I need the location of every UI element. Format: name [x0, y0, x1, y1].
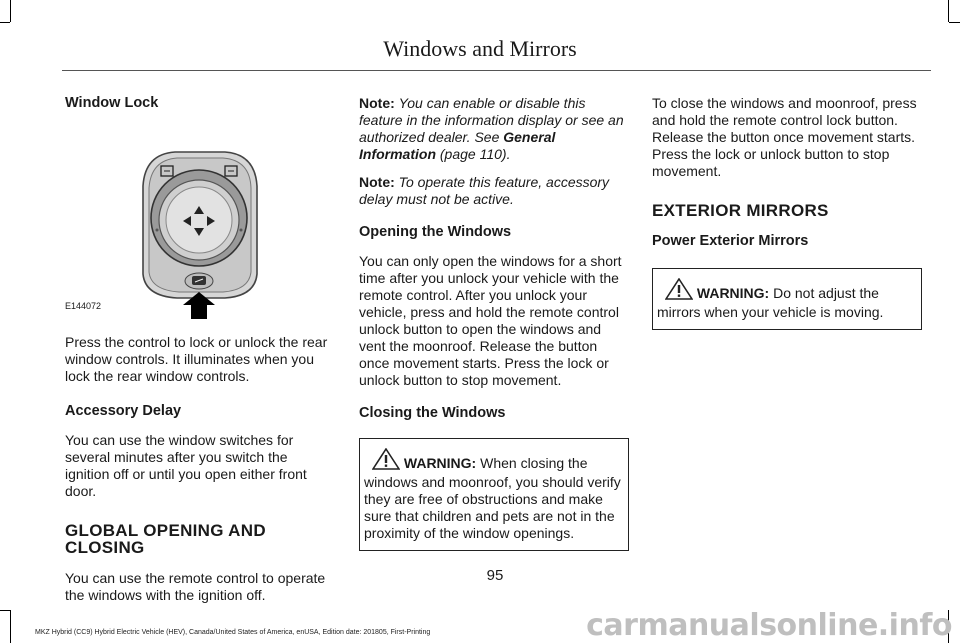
window-lock-paragraph: Press the control to lock or unlock the rear window controls. It illuminates when you lock the rear window controls.	[65, 334, 328, 384]
power-mirrors-heading: Power Exterior Mirrors	[652, 233, 809, 249]
warning-text: Do not adjust the mirrors when your vehicle is moving.	[657, 285, 884, 320]
note-1-page: (page 110).	[439, 146, 511, 162]
opening-windows-heading: Opening the Windows	[359, 224, 512, 240]
warning-label: WARNING:	[696, 285, 770, 301]
column-middle	[359, 95, 629, 551]
title-divider	[62, 70, 931, 71]
page-title: Windows and Mirrors	[383, 36, 577, 61]
crop-mark-bottom-left-v	[10, 610, 11, 643]
exterior-mirrors-heading: EXTERIOR MIRRORS	[652, 201, 829, 220]
accessory-delay-heading: Accessory Delay	[65, 403, 182, 419]
window-lock-figure	[65, 124, 333, 319]
general-information-link[interactable]: General Information	[359, 129, 556, 162]
global-opening-heading: GLOBAL OPENING AND CLOSING	[65, 521, 266, 557]
close-windows-paragraph: To close the windows and moonroof, press and hold the remote control lock button. Release the button once movement starts. Press the lock or unlock button to stop movement.	[652, 95, 917, 179]
crop-mark-top-right-v	[948, 0, 949, 22]
warning-triangle-icon	[372, 448, 400, 474]
crop-mark-top-left-v	[10, 0, 11, 22]
page-number: 95	[486, 567, 504, 584]
note-1-text: You can enable or disable this feature in the information display or see an authorized dealer. See	[359, 95, 624, 145]
accessory-delay-paragraph: You can use the window switches for several minutes after you switch the ignition off or until you open either front door.	[65, 432, 307, 499]
column-right	[652, 95, 922, 330]
warning-triangle-icon	[665, 278, 693, 304]
note-label: Note:	[359, 95, 395, 111]
footer-edition-text: MKZ Hybrid (CC9) Hybrid Electric Vehicle (HEV), Canada/United States of America, enUSA, Edition date: 201805, First-Printing	[35, 629, 431, 636]
warning-box	[359, 438, 629, 551]
note-2	[359, 174, 629, 208]
crop-mark-top-left-h	[0, 22, 10, 23]
warning-label: WARNING:	[403, 455, 477, 471]
window-lock-heading: Window Lock	[65, 95, 159, 111]
crop-mark-bottom-left-h	[0, 610, 10, 611]
crop-mark-top-right-h	[949, 22, 960, 23]
closing-windows-heading: Closing the Windows	[359, 405, 506, 421]
figure-code: E144072	[65, 301, 102, 311]
note-1	[359, 95, 629, 163]
mirror-warning-box	[652, 268, 922, 330]
note-label: Note:	[359, 174, 395, 190]
global-opening-paragraph: You can use the remote control to operate the windows with the ignition off.	[65, 570, 326, 603]
watermark: carmanualsonline.info	[586, 608, 952, 643]
column-left	[65, 95, 335, 615]
note-2-text: To operate this feature, accessory delay must not be active.	[359, 174, 610, 207]
window-control-illustration	[65, 124, 333, 319]
warning-text: When closing the windows and moonroof, you should verify they are free of obstructions and make sure that children and pets are not in the proximity of the window openings.	[364, 455, 621, 541]
opening-windows-paragraph: You can only open the windows for a short time after you unlock your vehicle with the remote control. After you unlock your vehicle, press and hold the remote control unlock button to open the windows and vent the moonroof. Release the button once movement starts. Press the lock or unlock button to stop movement.	[359, 253, 622, 388]
